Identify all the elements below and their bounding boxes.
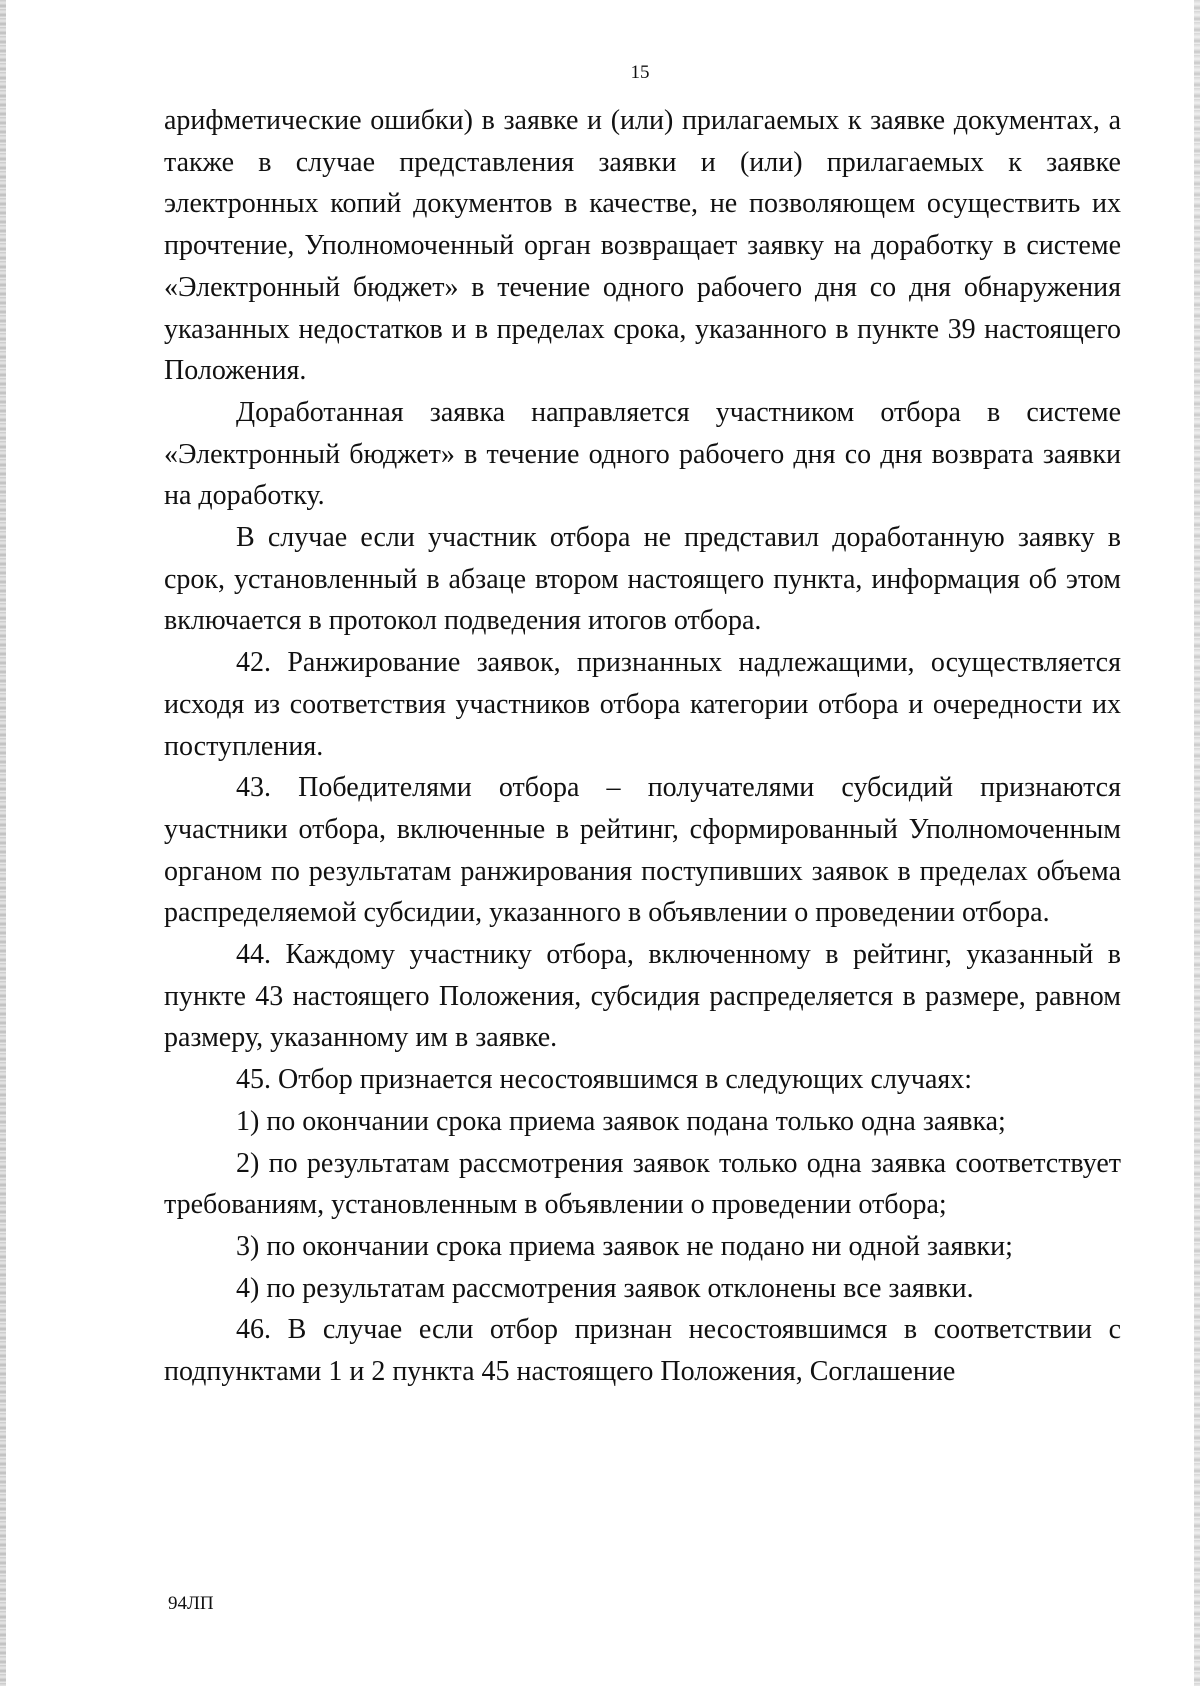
paragraph-continuation: арифметические ошибки) в заявке и (или) прилагаемых к заявке документах, а также в случае представления заявки и (или) прилагаемых к заявке электронных копий документов в качестве, не позволяющем осуществить их прочтение, Уполномоченный орган возвращает заявку на доработку в системе «Электронный бюджет» в течение одного рабочего дня со дня обнаружения указанных недостатков и в пределах срока, указанного в пункте 39 настоящего Положения. xyxy=(164,105,1121,387)
paragraph-item-43: 43. Победителями отбора – получателями субсидий признаются участники отбора, включенные в рейтинг, сформированный Уполномоченным органом по результатам ранжирования поступивших заявок в пределах объема распределяемой субсидии, указанного в объявлении о проведении отбора. xyxy=(164,772,1121,929)
document-code: 94ЛП xyxy=(168,1593,214,1614)
paragraph-item-42: 42. Ранжирование заявок, признанных надлежащими, осуществляется исходя из соответствия участников отбора категории отбора и очередности их поступления. xyxy=(164,647,1121,762)
paragraph-subitem-2: 2) по результатам рассмотрения заявок только одна заявка соответствует требованиям, установленным в объявлении о проведении отбора; xyxy=(164,1147,1121,1221)
paragraph-subitem-3: 3) по окончании срока приема заявок не подано ни одной заявки; xyxy=(236,1230,1013,1262)
document-body xyxy=(164,100,1121,1393)
paragraph-item-44: 44. Каждому участнику отбора, включенному в рейтинг, указанный в пункте 43 настоящего Положения, субсидия распределяется в размере, равном размеру, указанному им в заявке. xyxy=(164,939,1121,1054)
paragraph-subitem-1: 1) по окончании срока приема заявок подана только одна заявка; xyxy=(236,1105,1006,1137)
paragraph-item-46: 46. В случае если отбор признан несостоявшимся в соответствии с подпунктами 1 и 2 пункта 45 настоящего Положения, Соглашение xyxy=(164,1314,1121,1388)
paragraph-item-45: 45. Отбор признается несостоявшимся в следующих случаях: xyxy=(236,1064,973,1096)
paragraph-missed-deadline: В случае если участник отбора не представил доработанную заявку в срок, установленный в абзаце втором настоящего пункта, информация об этом включается в протокол подведения итогов отбора. xyxy=(164,522,1121,637)
page-number: 15 xyxy=(630,62,650,83)
scan-edge-left xyxy=(0,0,6,1686)
paragraph-subitem-4: 4) по результатам рассмотрения заявок отклонены все заявки. xyxy=(236,1272,974,1304)
scan-edge-right xyxy=(1194,0,1200,1686)
paragraph-revised-application: Доработанная заявка направляется участником отбора в системе «Электронный бюджет» в течение одного рабочего дня со дня возврата заявки на доработку. xyxy=(164,396,1121,512)
